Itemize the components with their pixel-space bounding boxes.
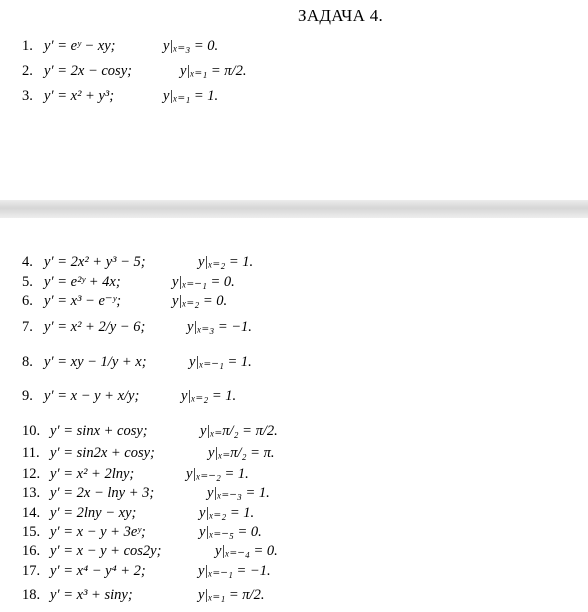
- problem-equation: y′ = x − y + cos2y;: [50, 543, 162, 559]
- problem-number: 13.: [22, 485, 41, 501]
- problem-number: 11.: [22, 445, 40, 461]
- problem-number: 9.: [22, 388, 33, 404]
- problem-equation: y′ = x³ + siny;: [50, 587, 133, 603]
- problem-condition: y|ₓ₌₋₂ = 1.: [186, 466, 249, 482]
- problem-condition: y|ₓ₌₁ = π/2.: [180, 63, 247, 79]
- problem-number: 1.: [22, 38, 33, 54]
- problem-number: 15.: [22, 524, 41, 540]
- problem-number: 16.: [22, 543, 41, 559]
- problem-equation: y′ = xy − 1/y + x;: [44, 354, 147, 370]
- problem-condition: y|ₓ₌₋₅ = 0.: [199, 524, 262, 540]
- problem-equation: y′ = 2x − lny + 3;: [50, 485, 155, 501]
- problem-condition: y|ₓ₌₋₃ = 1.: [207, 485, 270, 501]
- problem-equation: y′ = sinx + cosy;: [50, 423, 148, 439]
- problem-number: 5.: [22, 274, 33, 290]
- problem-equation: y′ = x² + y³;: [44, 88, 115, 104]
- problem-condition: y|ₓ₌₋₁ = −1.: [198, 563, 271, 579]
- problem-condition: y|ₓ₌₋₁ = 1.: [189, 354, 252, 370]
- problem-equation: y′ = x² + 2lny;: [50, 466, 135, 482]
- problem-number: 12.: [22, 466, 41, 482]
- problem-equation: y′ = 2lny − xy;: [50, 505, 137, 521]
- problem-condition: y|ₓ₌₂ = 1.: [198, 254, 254, 270]
- problem-condition: y|ₓ₌₂ = 1.: [181, 388, 237, 404]
- page-title: ЗАДАЧА 4.: [298, 6, 384, 25]
- problem-equation: y′ = eʸ − xy;: [44, 38, 116, 54]
- problem-equation: y′ = 2x − cosy;: [44, 63, 132, 79]
- problem-number: 6.: [22, 293, 33, 309]
- problem-equation: y′ = sin2x + cosy;: [50, 445, 155, 461]
- problem-condition: y|ₓ₌₋₄ = 0.: [215, 543, 278, 559]
- problem-condition: y|ₓ₌π/₂ = π.: [208, 445, 275, 461]
- problem-number: 7.: [22, 319, 33, 335]
- problem-number: 2.: [22, 63, 33, 79]
- problem-equation: y′ = x² + 2/y − 6;: [44, 319, 146, 335]
- problem-number: 8.: [22, 354, 33, 370]
- page-separator: [0, 200, 588, 218]
- problem-number: 18.: [22, 587, 41, 603]
- problem-number: 3.: [22, 88, 33, 104]
- problem-equation: y′ = e²ʸ + 4x;: [44, 274, 121, 290]
- problem-equation: y′ = x³ − e⁻ʸ;: [44, 293, 122, 309]
- problem-equation: y′ = x⁴ − y⁴ + 2;: [50, 563, 146, 579]
- problem-number: 10.: [22, 423, 41, 439]
- problem-condition: y|ₓ₌₃ = −1.: [187, 319, 252, 335]
- problem-number: 4.: [22, 254, 33, 270]
- problem-equation: y′ = 2x² + y³ − 5;: [44, 254, 146, 270]
- problem-number: 17.: [22, 563, 41, 579]
- problem-condition: y|ₓ₌₃ = 0.: [163, 38, 219, 54]
- problem-condition: y|ₓ₌π/₂ = π/2.: [200, 423, 278, 439]
- problem-condition: y|ₓ₌₂ = 1.: [199, 505, 255, 521]
- problem-equation: y′ = x − y + x/y;: [44, 388, 140, 404]
- problem-condition: y|ₓ₌₁ = 1.: [163, 88, 219, 104]
- problem-equation: y′ = x − y + 3eʸ;: [50, 524, 146, 540]
- problem-condition: y|ₓ₌₂ = 0.: [172, 293, 228, 309]
- problem-condition: y|ₓ₌₁ = π/2.: [198, 587, 265, 603]
- problem-number: 14.: [22, 505, 41, 521]
- problem-condition: y|ₓ₌₋₁ = 0.: [172, 274, 235, 290]
